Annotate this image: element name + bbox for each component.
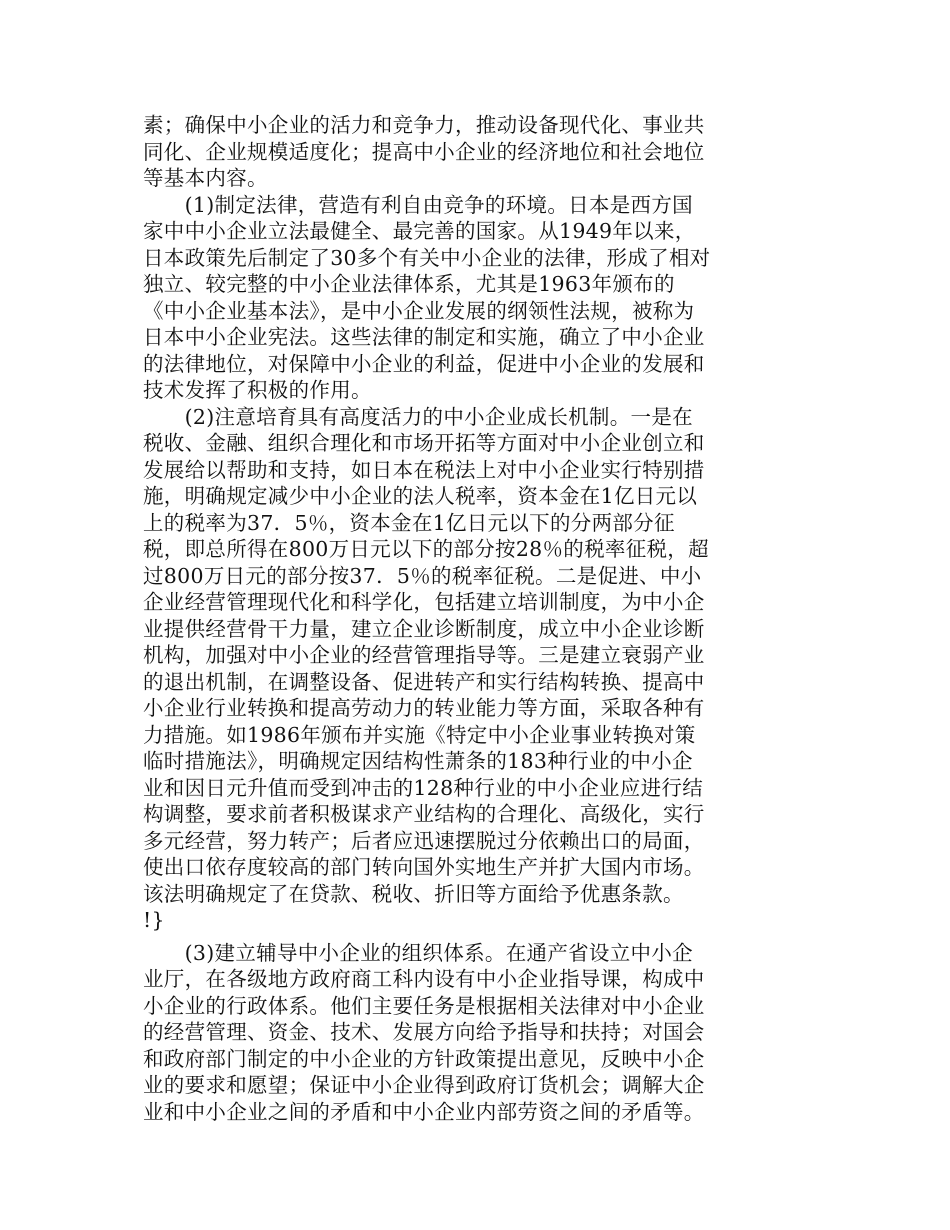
text-line: 同化、企业规模适度化；提高中小企业的经济地位和社会地位 bbox=[143, 139, 705, 164]
text-line: 上的税率为37．5％，资本金在1亿日元以下的分两部分征 bbox=[143, 510, 675, 535]
text-line: 的经营管理、资金、技术、发展方向给予指导和扶持；对国会 bbox=[143, 1020, 705, 1044]
text-line: 发展给以帮助和支持，如日本在税法上对中小企业实行特别措 bbox=[143, 457, 705, 482]
text-line: 素；确保中小企业的活力和竞争力，推动设备现代化、事业共 bbox=[143, 113, 705, 137]
text-line: 施，明确规定减少中小企业的法人税率，资本金在1亿日元以 bbox=[143, 484, 698, 508]
text-line: 企业经营管理现代化和科学化，包括建立培训制度，为中小企 bbox=[143, 590, 705, 614]
text-line: 业厅，在各级地方政府商工科内设有中小企业指导课，构成中 bbox=[143, 967, 705, 991]
text-line: (1)制定法律，营造有利自由竞争的环境。日本是西方国 bbox=[143, 192, 693, 217]
text-line: 该法明确规定了在贷款、税收、折旧等方面给予优惠条款。 bbox=[143, 881, 684, 906]
text-line: 多元经营，努力转产；后者应迅速摆脱过分依赖出口的局面， bbox=[143, 828, 705, 853]
text-line: 业的要求和愿望；保证中小企业得到政府订货机会；调解大企 bbox=[143, 1073, 705, 1097]
text-line: 过800万日元的部分按37．5％的税率征税。二是促进、中小 bbox=[143, 563, 702, 588]
text-line: 小企业的行政体系。他们主要任务是根据相关法律对中小企业 bbox=[143, 993, 705, 1018]
text-line: 机构，加强对中小企业的经营管理指导等。三是建立衰弱产业 bbox=[143, 643, 705, 667]
text-line: 的退出机制，在调整设备、促进转产和实行结构转换、提高中 bbox=[143, 669, 705, 694]
text-line: 业和中小企业之间的矛盾和中小企业内部劳资之间的矛盾等。 bbox=[143, 1099, 705, 1124]
text-line: 日本政策先后制定了30多个有关中小企业的法律，形成了相对 bbox=[143, 245, 711, 270]
text-line: (2)注意培育具有高度活力的中小企业成长机制。一是在 bbox=[143, 404, 693, 429]
text-line: 的法律地位，对保障中小企业的利益，促进中小企业的发展和 bbox=[143, 351, 705, 376]
text-line: 临时措施法》，明确规定因结构性萧条的183种行业的中小企 bbox=[143, 749, 693, 773]
text-line: 使出口依存度较高的部门转向国外实地生产并扩大国内市场。 bbox=[143, 855, 705, 879]
text-line: 业和因日元升值而受到冲击的128种行业的中小企业应进行结 bbox=[143, 775, 704, 800]
text-line: 业提供经营骨干力量，建立企业诊断制度，成立中小企业诊断 bbox=[143, 616, 705, 641]
text-line: 技术发挥了积极的作用。 bbox=[143, 378, 372, 402]
text-line: (3)建立辅导中小企业的组织体系。在通产省设立中小企 bbox=[143, 940, 693, 965]
text-line: !} bbox=[143, 908, 165, 932]
text-line: 力措施。如1986年颁布并实施《特定中小企业事业转换对策 bbox=[143, 722, 696, 747]
text-line: 独立、较完整的中小企业法律体系，尤其是1963年颁布的 bbox=[143, 272, 675, 296]
text-line: 日本中小企业宪法。这些法律的制定和实施，确立了中小企业 bbox=[143, 325, 705, 349]
text-line: 等基本内容。 bbox=[143, 166, 268, 190]
text-line: 《中小企业基本法》，是中小企业发展的纲领性法规，被称为 bbox=[143, 298, 695, 323]
document-body bbox=[143, 112, 763, 1152]
text-line: 家中中小企业立法最健全、最完善的国家。从1949年以来， bbox=[143, 219, 696, 243]
text-line: 税，即总所得在800万日元以下的部分按28％的税率征税，超 bbox=[143, 537, 709, 561]
text-line: 小企业行业转换和提高劳动力的转业能力等方面，采取各种有 bbox=[143, 696, 705, 720]
text-line: 和政府部门制定的中小企业的方针政策提出意见，反映中小企 bbox=[143, 1046, 705, 1071]
text-line: 构调整，要求前者积极谋求产业结构的合理化、高级化，实行 bbox=[143, 802, 705, 826]
text-line bbox=[143, 1125, 763, 1152]
text-line: 税收、金融、组织合理化和市场开拓等方面对中小企业创立和 bbox=[143, 431, 705, 455]
